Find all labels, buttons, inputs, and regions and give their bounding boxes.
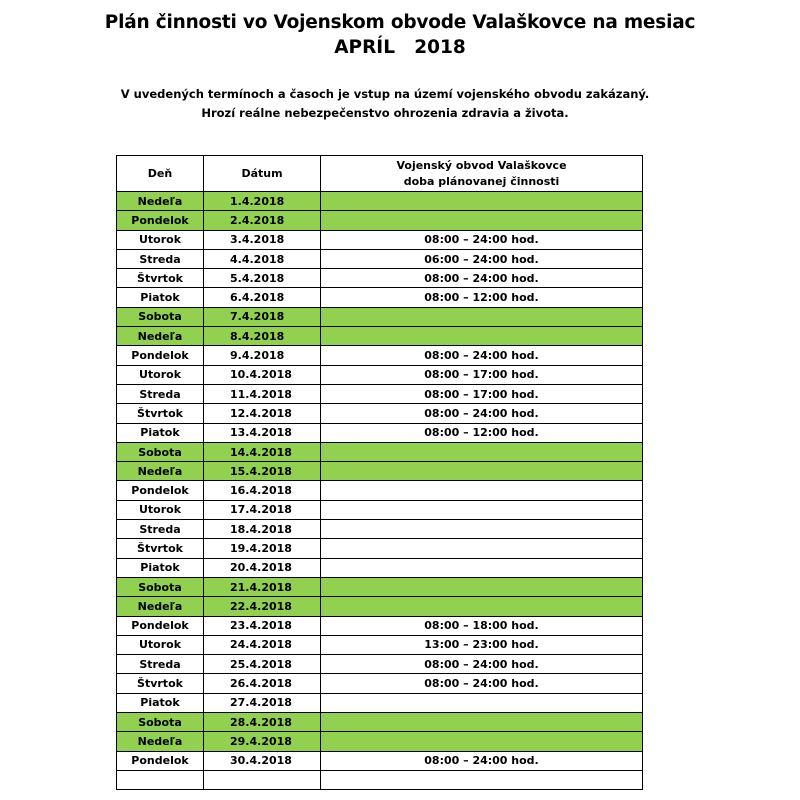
activity-time-cell: 06:00 – 24:00 hod.	[321, 249, 643, 268]
date-cell: 14.4.2018	[204, 442, 321, 461]
day-cell: Streda	[117, 655, 204, 674]
day-cell: Utorok	[117, 230, 204, 249]
table-row	[117, 327, 643, 346]
table-row	[117, 211, 643, 230]
table-row	[117, 442, 643, 461]
activity-time-cell	[321, 693, 643, 712]
day-cell: Štvrtok	[117, 269, 204, 288]
table-row	[117, 481, 643, 500]
day-cell: Nedeľa	[117, 597, 204, 616]
day-cell: Sobota	[117, 307, 204, 326]
date-cell: 29.4.2018	[204, 732, 321, 751]
date-cell: 17.4.2018	[204, 500, 321, 519]
warning-note-line2: Hrozí reálne nebezpečenstvo ohrozenia zdravia a života.	[201, 106, 569, 120]
header-date: Dátum	[204, 156, 321, 192]
day-cell: Piatok	[117, 693, 204, 712]
date-cell: 1.4.2018	[204, 192, 321, 211]
table-row	[117, 288, 643, 307]
day-cell: Pondelok	[117, 211, 204, 230]
table-row	[117, 404, 643, 423]
table-row	[117, 192, 643, 211]
activity-time-cell	[321, 539, 643, 558]
table-row	[117, 269, 643, 288]
day-cell: Štvrtok	[117, 539, 204, 558]
activity-time-cell: 08:00 – 24:00 hod.	[321, 230, 643, 249]
activity-time-cell	[321, 732, 643, 751]
day-cell: Pondelok	[117, 751, 204, 770]
table-row	[117, 365, 643, 384]
schedule-table	[116, 155, 643, 790]
day-cell	[117, 770, 204, 789]
activity-time-cell: 08:00 – 17:00 hod.	[321, 384, 643, 403]
table-row	[117, 577, 643, 596]
date-cell: 22.4.2018	[204, 597, 321, 616]
table-header-row	[117, 156, 643, 192]
date-cell: 10.4.2018	[204, 365, 321, 384]
date-cell: 3.4.2018	[204, 230, 321, 249]
day-cell: Nedeľa	[117, 462, 204, 481]
table-row	[117, 384, 643, 403]
activity-time-cell	[321, 481, 643, 500]
day-cell: Pondelok	[117, 346, 204, 365]
activity-time-cell: 08:00 – 24:00 hod.	[321, 269, 643, 288]
table-row	[117, 674, 643, 693]
activity-time-cell	[321, 770, 643, 789]
activity-time-cell	[321, 211, 643, 230]
date-cell: 25.4.2018	[204, 655, 321, 674]
table-row	[117, 693, 643, 712]
table-row	[117, 423, 643, 442]
activity-time-cell	[321, 558, 643, 577]
table-row	[117, 635, 643, 654]
date-cell: 20.4.2018	[204, 558, 321, 577]
day-cell: Sobota	[117, 713, 204, 732]
date-cell	[204, 770, 321, 789]
activity-time-cell	[321, 597, 643, 616]
table-row	[117, 597, 643, 616]
date-cell: 15.4.2018	[204, 462, 321, 481]
date-cell: 23.4.2018	[204, 616, 321, 635]
day-cell: Piatok	[117, 288, 204, 307]
day-cell: Sobota	[117, 442, 204, 461]
day-cell: Štvrtok	[117, 404, 204, 423]
activity-time-cell	[321, 500, 643, 519]
day-cell: Streda	[117, 520, 204, 539]
date-cell: 9.4.2018	[204, 346, 321, 365]
header-day: Deň	[117, 156, 204, 192]
table-row	[117, 520, 643, 539]
table-row	[117, 558, 643, 577]
activity-time-cell	[321, 577, 643, 596]
date-cell: 26.4.2018	[204, 674, 321, 693]
day-cell: Utorok	[117, 500, 204, 519]
date-cell: 24.4.2018	[204, 635, 321, 654]
table-row	[117, 770, 643, 789]
activity-time-cell	[321, 462, 643, 481]
date-cell: 28.4.2018	[204, 713, 321, 732]
activity-time-cell	[321, 307, 643, 326]
table-row	[117, 751, 643, 770]
day-cell: Sobota	[117, 577, 204, 596]
day-cell: Pondelok	[117, 616, 204, 635]
date-cell: 19.4.2018	[204, 539, 321, 558]
table-row	[117, 249, 643, 268]
day-cell: Utorok	[117, 635, 204, 654]
activity-time-cell	[321, 520, 643, 539]
day-cell: Nedeľa	[117, 327, 204, 346]
activity-time-cell: 08:00 – 24:00 hod.	[321, 655, 643, 674]
activity-time-cell: 13:00 – 23:00 hod.	[321, 635, 643, 654]
document-title: Plán činnosti vo Vojenskom obvode Valaškovce na mesiac	[104, 12, 696, 33]
date-cell: 12.4.2018	[204, 404, 321, 423]
day-cell: Streda	[117, 249, 204, 268]
date-cell: 18.4.2018	[204, 520, 321, 539]
table-row	[117, 539, 643, 558]
day-cell: Nedeľa	[117, 192, 204, 211]
activity-time-cell	[321, 192, 643, 211]
day-cell: Piatok	[117, 558, 204, 577]
table-row	[117, 500, 643, 519]
header-activity-line1: Vojenský obvod Valaškovce	[396, 158, 567, 172]
date-cell: 21.4.2018	[204, 577, 321, 596]
day-cell: Streda	[117, 384, 204, 403]
table-row	[117, 655, 643, 674]
header-activity-line2: doba plánovanej činnosti	[403, 174, 560, 188]
table-row	[117, 713, 643, 732]
document-subtitle-month: APRÍL 2018	[334, 37, 466, 58]
activity-time-cell: 08:00 – 18:00 hod.	[321, 616, 643, 635]
day-cell: Piatok	[117, 423, 204, 442]
activity-time-cell: 08:00 – 17:00 hod.	[321, 365, 643, 384]
table-row	[117, 462, 643, 481]
activity-time-cell: 08:00 – 24:00 hod.	[321, 751, 643, 770]
day-cell: Pondelok	[117, 481, 204, 500]
table-row	[117, 616, 643, 635]
activity-time-cell: 08:00 – 12:00 hod.	[321, 423, 643, 442]
date-cell: 5.4.2018	[204, 269, 321, 288]
activity-time-cell	[321, 327, 643, 346]
date-cell: 2.4.2018	[204, 211, 321, 230]
table-row	[117, 346, 643, 365]
table-row	[117, 307, 643, 326]
activity-time-cell: 08:00 – 24:00 hod.	[321, 404, 643, 423]
activity-time-cell	[321, 442, 643, 461]
date-cell: 8.4.2018	[204, 327, 321, 346]
date-cell: 30.4.2018	[204, 751, 321, 770]
date-cell: 16.4.2018	[204, 481, 321, 500]
table-row	[117, 732, 643, 751]
date-cell: 7.4.2018	[204, 307, 321, 326]
date-cell: 6.4.2018	[204, 288, 321, 307]
header-activity	[321, 156, 643, 192]
table-row	[117, 230, 643, 249]
activity-time-cell: 08:00 – 24:00 hod.	[321, 346, 643, 365]
activity-time-cell: 08:00 – 12:00 hod.	[321, 288, 643, 307]
activity-time-cell: 08:00 – 24:00 hod.	[321, 674, 643, 693]
day-cell: Utorok	[117, 365, 204, 384]
date-cell: 27.4.2018	[204, 693, 321, 712]
day-cell: Štvrtok	[117, 674, 204, 693]
activity-time-cell	[321, 713, 643, 732]
day-cell: Nedeľa	[117, 732, 204, 751]
date-cell: 11.4.2018	[204, 384, 321, 403]
date-cell: 4.4.2018	[204, 249, 321, 268]
date-cell: 13.4.2018	[204, 423, 321, 442]
warning-note-line1: V uvedených termínoch a časoch je vstup na území vojenského obvodu zakázaný.	[120, 87, 650, 101]
